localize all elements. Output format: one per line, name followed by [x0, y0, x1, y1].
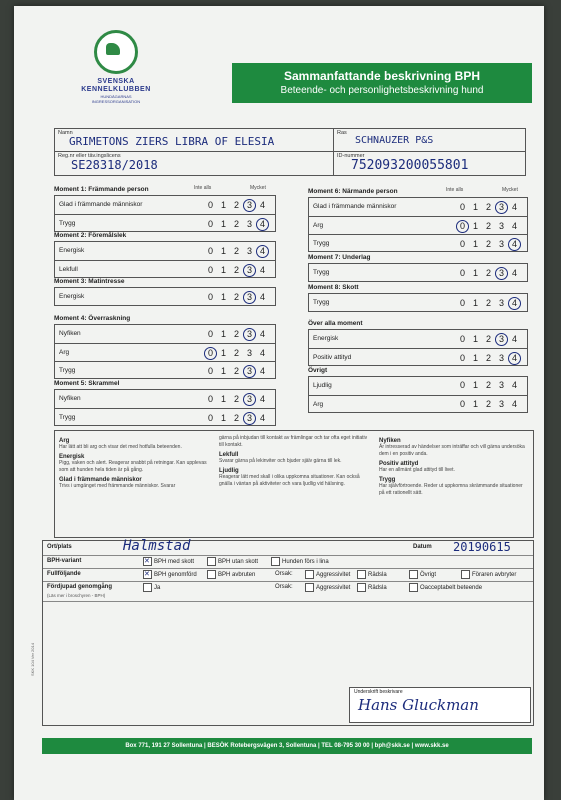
rating-option-1[interactable]: 1 — [220, 348, 226, 358]
rating-option-2[interactable]: 2 — [233, 366, 239, 376]
dog-emblem-icon — [94, 30, 138, 74]
checkbox-option[interactable] — [143, 570, 197, 579]
rating-option-0[interactable]: 0 — [207, 413, 213, 423]
rating-label: Glad i främmande människor — [313, 203, 397, 210]
rating-row — [55, 196, 275, 213]
rating-option-1[interactable]: 1 — [472, 298, 478, 308]
checkbox-option[interactable] — [143, 557, 194, 566]
checkbox-label: Oacceptabelt beteende — [420, 585, 483, 592]
checkbox[interactable] — [207, 570, 216, 579]
checkbox-option[interactable] — [409, 570, 436, 579]
rating-option-0[interactable]: 0 — [456, 220, 469, 233]
rating-label: Positiv attityd — [313, 354, 352, 361]
rating-option-0[interactable]: 0 — [207, 200, 213, 210]
rating-option-0[interactable]: 0 — [207, 394, 213, 404]
rating-row — [55, 343, 275, 361]
rating-scale — [204, 328, 269, 341]
rating-option-2[interactable]: 2 — [485, 380, 491, 390]
rating-row — [55, 325, 275, 342]
skk-logo — [76, 30, 156, 104]
section-title: Moment 1: Främmande person — [54, 186, 149, 193]
rating-option-4[interactable]: 4 — [259, 394, 265, 404]
rating-option-2[interactable]: 2 — [485, 298, 491, 308]
checkbox-label: Övrigt — [420, 572, 437, 579]
legend-term: Nyfiken — [379, 438, 401, 444]
legend-term: Lekfull — [219, 452, 239, 458]
rating-box — [54, 195, 276, 232]
rating-label: Trygg — [313, 299, 330, 306]
legend-description: Pigg, vaken och alert. Reagerar snabbt på retningar. Kan upplevas som att hunden hela tiden är på gång. — [59, 460, 207, 473]
form-title: Sammanfattande beskrivning BPH — [283, 69, 481, 83]
checkbox[interactable]: ✕ — [143, 570, 152, 579]
breed-value: SCHNAUZER P&S — [355, 135, 434, 146]
rating-option-3[interactable]: 3 — [495, 201, 508, 214]
rating-option-3[interactable]: 3 — [243, 328, 256, 341]
rating-scale — [456, 201, 521, 214]
rating-row — [55, 260, 275, 278]
rating-label: Glad i främmande människor — [59, 201, 143, 208]
rating-option-2[interactable]: 2 — [233, 219, 239, 229]
rating-option-2[interactable]: 2 — [485, 334, 491, 344]
rating-scale — [456, 380, 521, 390]
rating-option-0[interactable]: 0 — [207, 246, 213, 256]
rating-option-4[interactable]: 4 — [256, 245, 269, 258]
signature-box — [349, 687, 531, 723]
legend-term: Energisk — [59, 454, 85, 460]
rating-scale — [204, 412, 269, 425]
rating-scale — [456, 297, 521, 310]
rating-option-4[interactable]: 4 — [508, 238, 521, 251]
rating-row — [309, 294, 527, 311]
rating-row — [309, 348, 527, 366]
rating-label: Trygg — [59, 220, 76, 227]
rating-scale — [456, 267, 521, 280]
checkbox-option[interactable] — [207, 570, 255, 579]
rating-option-1[interactable]: 1 — [472, 399, 478, 409]
checkbox[interactable] — [461, 570, 470, 579]
rating-option-2[interactable]: 2 — [485, 239, 491, 249]
section-title: Moment 5: Skrammel — [54, 380, 120, 387]
rating-option-0[interactable]: 0 — [459, 353, 465, 363]
rating-scale — [204, 264, 269, 277]
logo-line3: HUNDÄGARNAS INGRESSORGANISATION — [91, 94, 141, 104]
legend-description: Svarar gärna på lekinviter och bjuder själv gärna till lek. — [219, 458, 342, 464]
rating-option-4[interactable]: 4 — [511, 202, 517, 212]
rating-option-0[interactable]: 0 — [207, 292, 213, 302]
rating-label: Ljudlig — [313, 382, 332, 389]
checkbox-option[interactable] — [461, 570, 516, 579]
rating-option-1[interactable]: 1 — [472, 380, 478, 390]
checkbox-option[interactable] — [305, 583, 350, 592]
rating-option-4[interactable]: 4 — [508, 352, 521, 365]
checkbox[interactable] — [305, 583, 314, 592]
rating-option-1[interactable]: 1 — [220, 366, 226, 376]
rating-box — [308, 376, 528, 413]
rating-row — [309, 377, 527, 394]
rating-option-1[interactable]: 1 — [472, 202, 478, 212]
checkbox-label: Aggressivitet — [316, 572, 351, 579]
reg-label: Reg.nr eller täv.ingslicens — [58, 153, 121, 159]
rating-label: Trygg — [59, 414, 76, 421]
signature-label: Underskrift beskrivare — [354, 689, 403, 695]
checkbox[interactable]: ✕ — [143, 557, 152, 566]
rating-option-4[interactable]: 4 — [511, 268, 517, 278]
rating-option-3[interactable]: 3 — [498, 380, 504, 390]
rating-option-2[interactable]: 2 — [233, 348, 239, 358]
orsak-label: Orsak: — [275, 584, 293, 590]
rating-option-0[interactable]: 0 — [204, 347, 217, 360]
checkbox-label: Hunden förs i lina — [282, 559, 329, 566]
rating-option-4[interactable]: 4 — [259, 265, 265, 275]
signature: Hans Gluckman — [358, 696, 479, 714]
rating-row — [309, 198, 527, 215]
rating-row — [55, 242, 275, 259]
rating-option-1[interactable]: 1 — [220, 413, 226, 423]
scale-high-label: Mycket — [250, 185, 266, 191]
checkbox[interactable] — [143, 583, 152, 592]
rating-scale — [204, 393, 269, 406]
rating-option-3[interactable]: 3 — [243, 412, 256, 425]
rating-row — [55, 288, 275, 305]
rating-scale — [204, 365, 269, 378]
rating-option-2[interactable]: 2 — [233, 394, 239, 404]
dog-identity-box — [54, 128, 526, 176]
rating-label: Trygg — [313, 269, 330, 276]
legend-description: Trivs i umgänget med främmande människor. Svarar — [59, 483, 176, 489]
rating-option-0[interactable]: 0 — [459, 380, 465, 390]
checkbox[interactable] — [271, 557, 280, 566]
legend-description: Har lätt att bli arg och visar det med hotfulla beteenden. — [59, 444, 182, 450]
section-title: Moment 4: Överraskning — [54, 315, 131, 322]
rating-row — [309, 330, 527, 347]
rating-option-1[interactable]: 1 — [472, 353, 478, 363]
rating-option-3[interactable]: 3 — [243, 365, 256, 378]
legend-description: Reagerar lätt med skall i olika uppkomna situationer. Kan också gnälla i väntan på aktiviteter och vara ljudlig vid hälsning. — [219, 474, 360, 487]
rating-option-4[interactable]: 4 — [511, 399, 517, 409]
rating-option-1[interactable]: 1 — [472, 239, 478, 249]
rating-option-0[interactable]: 0 — [207, 265, 213, 275]
legend-description: Är intresserad av händelser som inträffar och vill gärna undersöka dem i en positiv anda. — [379, 444, 525, 457]
legend-term: Trygg — [379, 477, 396, 483]
rating-option-1[interactable]: 1 — [472, 221, 478, 231]
title-banner — [232, 63, 532, 103]
rating-option-1[interactable]: 1 — [220, 200, 226, 210]
checkbox-label: Rädsla — [368, 572, 387, 579]
rating-scale — [204, 291, 269, 304]
rating-option-0[interactable]: 0 — [207, 366, 213, 376]
place-label: Ort/plats — [47, 544, 72, 550]
rating-label: Energisk — [59, 247, 85, 254]
legend-column — [219, 435, 369, 488]
rating-option-2[interactable]: 2 — [233, 265, 239, 275]
date-label: Datum — [413, 544, 432, 550]
checkbox-option[interactable] — [357, 570, 387, 579]
checkbox-option[interactable] — [409, 583, 482, 592]
rating-option-1[interactable]: 1 — [220, 292, 226, 302]
checkbox-label: BPH avbruten — [218, 572, 256, 579]
checkbox-option[interactable] — [207, 557, 258, 566]
rating-label: Arg — [313, 222, 324, 229]
rating-scale — [204, 199, 269, 212]
trait-definitions — [54, 430, 534, 538]
rating-option-1[interactable]: 1 — [472, 268, 478, 278]
checkbox-option[interactable] — [357, 583, 387, 592]
rating-option-3[interactable]: 3 — [495, 333, 508, 346]
rating-label: Arg — [59, 349, 70, 356]
rating-option-2[interactable]: 2 — [485, 221, 491, 231]
rating-option-3[interactable]: 3 — [243, 291, 256, 304]
section-title: Moment 7: Underlag — [308, 254, 371, 261]
variant-label: BPH-variant — [47, 558, 82, 564]
scale-low-label: Inte alls — [194, 185, 212, 191]
rating-option-0[interactable]: 0 — [459, 202, 465, 212]
scale-low-label: Inte alls — [446, 187, 464, 193]
rating-option-4[interactable]: 4 — [259, 329, 265, 339]
rating-option-0[interactable]: 0 — [459, 298, 465, 308]
checkbox-option[interactable] — [143, 583, 160, 592]
checkbox[interactable] — [305, 570, 314, 579]
rating-box — [308, 329, 528, 366]
rating-option-1[interactable]: 1 — [472, 334, 478, 344]
rating-option-1[interactable]: 1 — [220, 246, 226, 256]
rating-scale — [456, 238, 521, 251]
rating-option-3[interactable]: 3 — [498, 298, 504, 308]
rating-option-0[interactable]: 0 — [459, 268, 465, 278]
rating-label: Nyfiken — [59, 395, 81, 402]
rating-option-3[interactable]: 3 — [243, 393, 256, 406]
rating-row — [309, 216, 527, 234]
rating-option-2[interactable]: 2 — [485, 202, 491, 212]
rating-option-0[interactable]: 0 — [459, 399, 465, 409]
rating-option-3[interactable]: 3 — [498, 221, 504, 231]
rating-scale — [456, 333, 521, 346]
form-subtitle: Beteende- och personlighetsbeskrivning hund — [280, 85, 484, 96]
rating-box — [54, 324, 276, 379]
rating-scale — [204, 347, 269, 360]
rating-scale — [204, 218, 269, 231]
rating-row — [309, 264, 527, 281]
rating-option-4[interactable]: 4 — [511, 334, 517, 344]
rating-row — [55, 214, 275, 232]
rating-box — [54, 389, 276, 426]
orsak-label: Orsak: — [275, 571, 293, 577]
rating-option-3[interactable]: 3 — [498, 353, 504, 363]
rating-option-0[interactable]: 0 — [207, 329, 213, 339]
legend-term: Arg — [59, 438, 70, 444]
rating-option-4[interactable]: 4 — [508, 297, 521, 310]
breed-label: Ras — [337, 130, 347, 136]
rating-option-1[interactable]: 1 — [220, 265, 226, 275]
form-paper — [14, 6, 544, 800]
rating-option-2[interactable]: 2 — [233, 246, 239, 256]
fordjupad-label: Fördjupad genomgång — [47, 584, 112, 590]
checkbox[interactable] — [357, 583, 366, 592]
rating-option-4[interactable]: 4 — [259, 348, 265, 358]
rating-option-4[interactable]: 4 — [259, 292, 265, 302]
logo-line1: SVENSKA — [97, 78, 135, 85]
rating-option-1[interactable]: 1 — [220, 329, 226, 339]
rating-label: Arg — [313, 401, 324, 408]
section-title: Moment 2: Föremålslek — [54, 232, 127, 239]
legend-description: gärna på inbjudan till kontakt av främlingar och tar ofta eget initiativ till kontakt. — [219, 435, 368, 448]
rating-label: Trygg — [59, 367, 76, 374]
rating-scale — [456, 352, 521, 365]
form-version: SKK 104 Ver 2014 — [30, 643, 35, 676]
rating-row — [309, 234, 527, 252]
checkbox[interactable] — [357, 570, 366, 579]
rating-row — [309, 395, 527, 413]
rating-scale — [456, 220, 521, 233]
rating-row — [55, 361, 275, 379]
rating-option-2[interactable]: 2 — [485, 353, 491, 363]
rating-option-3[interactable]: 3 — [495, 267, 508, 280]
rating-option-0[interactable]: 0 — [459, 334, 465, 344]
checkbox-label: BPH utan skott — [218, 559, 259, 566]
rating-label: Nyfiken — [59, 330, 81, 337]
rating-option-0[interactable]: 0 — [207, 219, 213, 229]
legend-term: Glad i främmande människor — [59, 477, 142, 483]
rating-option-2[interactable]: 2 — [233, 292, 239, 302]
rating-option-3[interactable]: 3 — [243, 199, 256, 212]
scale-high-label: Mycket — [502, 187, 518, 193]
section-title: Över alla moment — [308, 320, 363, 327]
rating-box — [308, 293, 528, 312]
fordjupad-sub: (Läs mer i broschyren - BPH) — [47, 593, 106, 598]
rating-label: Lekfull — [59, 266, 78, 273]
rating-box — [308, 197, 528, 252]
rating-option-1[interactable]: 1 — [220, 394, 226, 404]
checkbox-label: Rädsla — [368, 585, 387, 592]
legend-term: Positiv attityd — [379, 461, 419, 467]
rating-option-1[interactable]: 1 — [220, 219, 226, 229]
test-details-box — [42, 540, 534, 726]
rating-scale — [456, 399, 521, 409]
rating-option-4[interactable]: 4 — [511, 380, 517, 390]
rating-option-4[interactable]: 4 — [256, 218, 269, 231]
rating-label: Energisk — [59, 293, 85, 300]
checkbox-label: BPH med skott — [154, 559, 195, 566]
legend-column — [379, 435, 529, 497]
rating-option-3[interactable]: 3 — [498, 399, 504, 409]
rating-option-2[interactable]: 2 — [485, 399, 491, 409]
place-value: Halmstad — [123, 538, 191, 554]
dog-name: GRIMETONS ZIERS LIBRA OF ELESIA — [69, 135, 275, 148]
rating-row — [55, 408, 275, 426]
rating-option-2[interactable]: 2 — [233, 413, 239, 423]
checkbox[interactable] — [207, 557, 216, 566]
idnr-label: ID-nummer — [337, 153, 365, 159]
date-value: 20190615 — [453, 540, 511, 554]
rating-option-4[interactable]: 4 — [259, 200, 265, 210]
rating-row — [55, 390, 275, 407]
section-title: Övrigt — [308, 367, 328, 374]
rating-option-4[interactable]: 4 — [259, 366, 265, 376]
checkbox[interactable] — [409, 583, 418, 592]
rating-option-3[interactable]: 3 — [246, 348, 252, 358]
name-label: Namn — [58, 130, 73, 136]
legend-term: Ljudlig — [219, 468, 239, 474]
rating-option-3[interactable]: 3 — [243, 264, 256, 277]
rating-box — [308, 263, 528, 282]
footer-contact: Box 771, 191 27 Sollentuna | BESÖK Rotebergsvägen 3, Sollentuna | TEL 08-795 30 00 | bph@skk.se | www.skk.se — [42, 738, 532, 754]
rating-scale — [204, 245, 269, 258]
rating-option-3[interactable]: 3 — [246, 219, 252, 229]
rating-option-4[interactable]: 4 — [259, 413, 265, 423]
legend-description: Har självförtroende. Reder ut uppkomna skrämmande situationer på ett rationellt sätt. — [379, 483, 523, 496]
logo-line2: KENNELKLUBBEN — [81, 86, 151, 93]
checkbox-option[interactable] — [305, 570, 350, 579]
section-title: Moment 6: Närmande person — [308, 188, 398, 195]
checkbox-option[interactable] — [271, 557, 329, 566]
rating-option-2[interactable]: 2 — [233, 200, 239, 210]
rating-option-3[interactable]: 3 — [246, 246, 252, 256]
checkbox-label: BPH genomförd — [154, 572, 197, 579]
rating-option-2[interactable]: 2 — [233, 329, 239, 339]
section-title: Moment 8: Skott — [308, 284, 359, 291]
rating-box — [54, 287, 276, 306]
checkbox[interactable] — [409, 570, 418, 579]
rating-label: Energisk — [313, 335, 339, 342]
rating-option-4[interactable]: 4 — [511, 221, 517, 231]
rating-option-2[interactable]: 2 — [485, 268, 491, 278]
legend-column — [59, 435, 209, 490]
section-title: Moment 3: Matintresse — [54, 278, 125, 285]
rating-option-3[interactable]: 3 — [498, 239, 504, 249]
rating-option-0[interactable]: 0 — [459, 239, 465, 249]
id-number: 752093200055801 — [351, 158, 469, 173]
legend-description: Har en allmänt glad attityd till livet. — [379, 467, 455, 473]
reg-number: SE28318/2018 — [71, 158, 158, 172]
fullfoljande-label: Fullföljande — [47, 571, 81, 577]
rating-label: Trygg — [313, 240, 330, 247]
rating-box — [54, 241, 276, 278]
checkbox-label: Ja — [154, 585, 161, 592]
checkbox-label: Aggressivitet — [316, 585, 351, 592]
checkbox-label: Föraren avbryter — [472, 572, 517, 579]
